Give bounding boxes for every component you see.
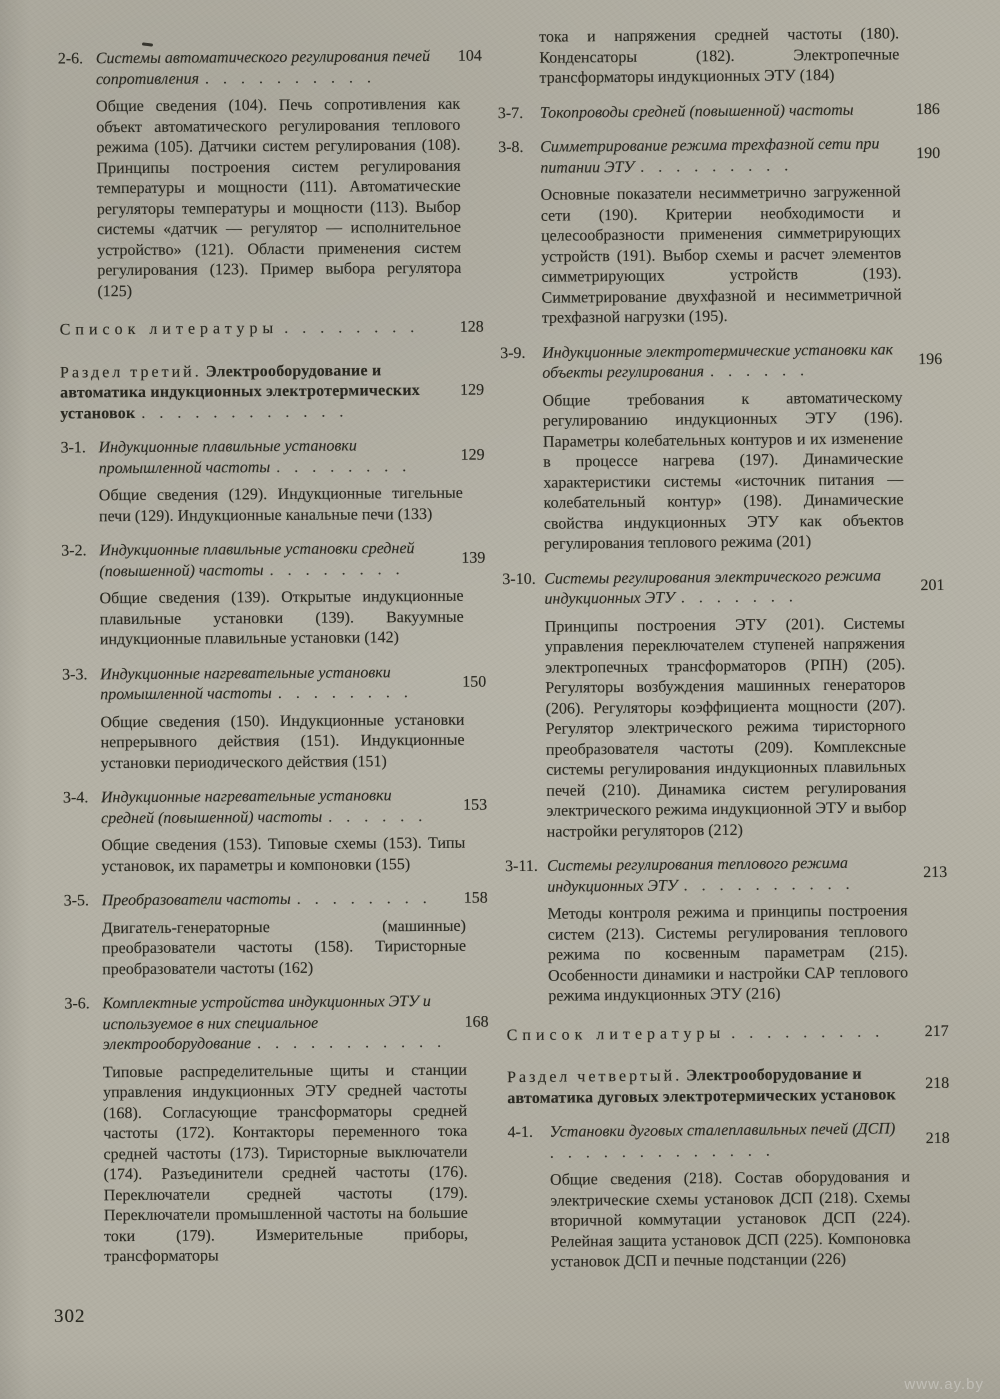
entry-title: Список литературы (506, 1024, 726, 1044)
entry-heading (544, 566, 900, 610)
toc-entry-section (62, 662, 486, 706)
entry-number: 2-6. (57, 50, 84, 68)
toc-entry-body: тока и напряжения средней частоты (180). Конденсаторы (182). Электропечные трансформаторы индукционных ЭТУ (184) (539, 25, 900, 87)
entry-number: 3-10. (502, 570, 536, 588)
entry-title: Индукционные нагревательные установки промышленной частоты (100, 663, 391, 704)
entry-heading (98, 436, 440, 479)
entry-title: Токопроводы средней (повышенной) частоты (539, 101, 854, 122)
dot-leader: . . . . . . . . (263, 560, 402, 579)
toc-entry-section (58, 47, 482, 91)
dot-leader: . . . . . . . . . . . . . (549, 1142, 772, 1162)
toc-column-left (58, 47, 490, 1268)
entry-page-number: 158 (463, 889, 488, 907)
entry-page-number: 196 (918, 350, 943, 368)
entry-heading (507, 1064, 905, 1109)
stray-ink-mark (142, 42, 153, 46)
entry-page-number: 201 (920, 576, 945, 594)
toc-entry-body: Принципы построения ЭТУ (201). Системы управления переключателем ступеней напряжения электропечных трансформаторов (РПН) (205). Регуляторы возбуждения машинных генераторов (206). Регуляторы коэффициента мощности (207). Регулятор электрического режима тиристорного преобразователя частоты (209). Комплексные системы регулирования индукционных плавильных печей (210). Динамика систем регулирования электрического режима индукционной ЭТУ и выбор настройки регуляторов (212) (544, 614, 907, 841)
entry-title: Симметрирование режима трехфазной сети при питании ЭТУ (540, 135, 880, 177)
entry-title: Индукционные плавильные установки средней (повышенной) частоты (99, 540, 415, 580)
entry-title: Комплектные устройства индукционных ЭТУ и используемое в них специальное электрооборудование (102, 992, 431, 1054)
toc-entry-part (60, 360, 484, 424)
entry-number: 3-3. (62, 665, 88, 683)
entry-title: Системы регулирования теплового режима индукционных ЭТУ (546, 854, 849, 896)
entry-page-number: 153 (462, 796, 488, 814)
toc-entry-body: Общие требования к автоматическому регулированию индукционных ЭТУ (196). Параметры колебательных контуров и их изменение в процессе нагрева (197). Динамические характеристики системы «источник питания — колебательный контур» (198). Динамические свойства индукционных ЭТУ как объектов регулирования теплового режима (201) (542, 388, 904, 553)
toc-entry-section (505, 853, 947, 898)
entry-title: Электрооборудование и автоматика индукционных электротермических установок (60, 361, 420, 422)
entry-page-number: 139 (461, 549, 486, 567)
toc-entry-body: Общие сведения (129). Индукционные тигельные печи (129). Индукционные канальные печи (133) (98, 484, 463, 525)
entry-number: 3-11. (504, 857, 538, 876)
toc-entry-section (63, 786, 487, 830)
entry-heading (550, 1119, 906, 1163)
toc-entry-section (498, 134, 940, 179)
toc-entry-part (507, 1064, 949, 1109)
entry-number: 4-1. (507, 1123, 534, 1142)
entry-heading (102, 992, 444, 1056)
entry-number: 3-5. (63, 892, 90, 910)
entry-title: Индукционные электротермические установки как объекты регулирования (542, 340, 894, 382)
dot-leader: . . . . . . (322, 807, 425, 826)
entry-page-number: 128 (459, 318, 484, 336)
toc-entry-body: Общие сведения (150). Индукционные установки непрерывного действия (151). Индукционные установки периодического действия (151) (100, 711, 465, 772)
entry-title: Системы автоматического регулирования печей сопротивления (95, 47, 431, 88)
dot-leader: . . . . . . . . . (634, 156, 791, 176)
entry-page-number: 168 (464, 1013, 489, 1031)
dot-leader: . . . . . . . . (271, 684, 410, 703)
entry-heading (102, 889, 444, 912)
toc-column-right (497, 24, 951, 1274)
part-label: Раздел четвертый. (507, 1067, 683, 1087)
entry-heading (60, 318, 440, 341)
entry-heading (540, 100, 896, 124)
entry-page-number: 150 (462, 673, 487, 691)
toc-entry-section (502, 565, 944, 610)
toc-entry-section (60, 436, 484, 480)
dot-leader: . . . . . . . . (278, 318, 417, 337)
toc-entry-section (61, 539, 485, 583)
entry-page-number: 213 (923, 864, 948, 882)
toc-entry-body: Общие сведения (139). Открытые индукционные плавильные установки (139). Вакуумные индукционные плавильные установки (142) (99, 587, 464, 649)
entry-number: 3-9. (500, 344, 526, 362)
entry-page-number: 218 (925, 1130, 950, 1148)
entry-title: Электрооборудование и автоматика дуговых электротермических установок (507, 1065, 896, 1107)
entry-number: 3-2. (61, 542, 87, 560)
entry-number: 3-7. (497, 104, 524, 122)
page-number: 302 (54, 1306, 86, 1327)
entry-heading (101, 786, 443, 829)
entry-page-number: 218 (925, 1075, 950, 1093)
entry-page-number: 129 (460, 446, 485, 464)
dot-leader: . . . . . . . . (270, 457, 409, 476)
watermark: www.ay.by (904, 1376, 984, 1393)
entry-page-number: 217 (924, 1022, 949, 1040)
entry-heading (507, 1022, 905, 1046)
dot-leader: . . . . . . . . . . (198, 68, 374, 88)
dot-leader: . . . . . . . . (290, 889, 429, 908)
entry-page-number: 186 (915, 100, 940, 118)
entry-page-number: 129 (460, 381, 485, 399)
toc-entry-list (60, 318, 484, 341)
toc-entry-section (500, 339, 942, 384)
entry-heading (540, 134, 896, 178)
toc-entry-section (64, 992, 488, 1056)
entry-heading (60, 360, 440, 424)
entry-number: 3-1. (60, 439, 86, 457)
toc-entry-body: Методы контроля режима и принципы построения систем (213). Системы регулирования теплового режима по косвенным параметрам (215). Особенности динамики и настройки САР теплового режима индукционных ЭТУ (216) (547, 902, 909, 1005)
dot-leader: . . . . . . (703, 362, 807, 381)
dot-leader: . . . . . . . . . . (677, 875, 852, 894)
entry-title: Список литературы (59, 319, 279, 339)
entry-page-number: 104 (457, 47, 482, 65)
entry-number: 3-8. (498, 138, 524, 157)
entry-heading (542, 340, 898, 384)
dot-leader: . . . . . . . . . . . (251, 1033, 444, 1053)
entry-title: Установки дуговых сталеплавильных печей (ДСП) (549, 1120, 896, 1141)
part-label: Раздел третий. (59, 362, 202, 381)
entry-page-number: 190 (916, 145, 941, 163)
entry-heading (96, 47, 438, 90)
dot-leader: . . . . . . . . . . . . (135, 402, 346, 422)
toc-entry-body: Общие сведения (218). Состав оборудования и электрические схемы установок ДСП (218). Схемы вторичной коммутации установок ДСП (224). Релейная защита установок ДСП (225). Компоновка установок ДСП и печные подстанции (226) (550, 1168, 911, 1271)
entry-title: Системы регулирования электрического режима индукционных ЭТУ (544, 566, 882, 608)
toc-entry-body: Общие сведения (153). Типовые схемы (153). Типы установок, их параметры и компоновки (155) (101, 834, 466, 875)
entry-title: Преобразователи частоты (101, 890, 291, 910)
entry-heading (99, 539, 441, 582)
toc-entry-section (508, 1119, 950, 1164)
entry-title: Индукционные плавильные установки промышленной частоты (98, 437, 357, 477)
toc-entry-section (64, 889, 488, 912)
entry-heading (547, 853, 903, 897)
toc-entry-body: Типовые распределительные щиты и станции управления индукционных ЭТУ средней частоты (168). Согласующие трансформаторы средней частоты (172). Контакторы переменного тока средней частоты (173). Тиристорные выключатели (174). Разъединители средней частоты (176). Переключатели средней частоты (179). Переключатели промышленной частоты на большие токи (179). Измерительные приборы, трансформаторы (102, 1061, 469, 1266)
entry-heading (100, 662, 442, 705)
dot-leader: . . . . . . . . . (725, 1023, 882, 1042)
toc-entry-body: Общие сведения (104). Печь сопротивления как объект автоматического регулирования теплового режима (105). Датчики систем регулирования (108). Принципы построения систем регулирования температуры и мощности (111). Автоматические регуляторы температуры и мощности (113). Выбор системы «датчик — регулятор — исполнительное устройство» (121). Области применения систем регулирования (123). Пример выбора регулятора (125) (96, 95, 462, 300)
entry-number: 3-6. (64, 995, 90, 1013)
toc-entry-list (507, 1021, 949, 1046)
toc-entry-body: Основные показатели несимметрично загруженной сети (190). Критерии необходимости и целесообразности применения симметрирующих устройств (191). Выбор схемы и расчет элементов симметрирующих устройств (193). Симметрирование двухфазной и несимметричной трехфазной нагрузки (195). (540, 183, 902, 327)
entry-title: Индукционные нагревательные установки средней (повышенной) частоты (100, 787, 392, 827)
toc-entry-section (498, 99, 940, 124)
entry-number: 3-4. (62, 789, 89, 807)
dot-leader: . . . . . . . (674, 588, 795, 607)
toc-entry-body: Двигатель-генераторные (машинные) преобразователи частоты (158). Тиристорные преобразователи частоты (162) (101, 917, 467, 978)
